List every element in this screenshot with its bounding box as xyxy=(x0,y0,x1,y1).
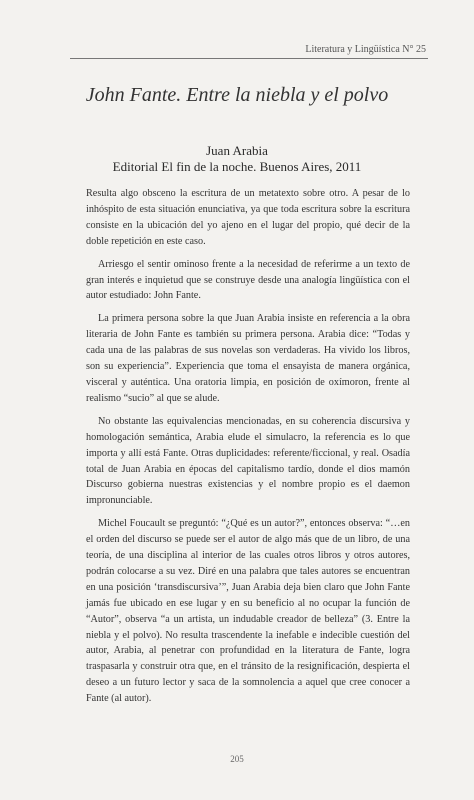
paragraph: Michel Foucault se preguntó: “¿Qué es un autor?”, entonces observa: “…en el orden del discurso se puede ser el autor de algo más que de un libro, de una teoría, de una disciplina al interior de las cuales otros libros y otros autores, podrán colocarse a su vez. Diré en una palabra que tales autores se encuentran en una posición ‘transdiscursiva’”, Juan Arabia deja bien claro que John Fante jamás fue ubicado en ese lugar y en su beneficio al no ocupar la función de “Autor”, observa “a un artista, un indudable creador de belleza” (3. Entre la niebla y el polvo). No resulta trascendente la inefable e indecible cuestión del autor, Arabia, al penetrar con profundidad en la literatura de Fante, logra traspasarla y construir otra que, en el tránsito de la resignificación, despierta el deseo a un futuro lector y saca de la somnolencia a aquel que cree conocer a Fante (al autor). xyxy=(86,518,410,705)
body-text xyxy=(86,186,410,714)
page-number: 205 xyxy=(230,754,244,764)
paragraph: Arriesgo el sentir ominoso frente a la necesidad de referirme a un texto de gran interés e inquietud que se construye desde una analogía lingüística con el autor estudiado: John Fante. xyxy=(86,258,410,302)
paragraph: La primera persona sobre la que Juan Arabia insiste en referencia a la obra literaria de John Fante es también su primera persona. Arabia dice: “Todas y cada una de las palabras de sus novelas son verdaderas. Ha vivido los libros, son su experiencia”. Experiencia que toma el ensayista de manera orgánica, visceral y auténtica. Una oratoria limpia, en posición de oxímoron, frente al realismo “sucio” al que se alude. xyxy=(86,313,410,404)
header-rule xyxy=(70,58,428,59)
paragraph: Resulta algo obsceno la escritura de un metatexto sobre otro. A pesar de lo inhóspito de esta situación enunciativa, ya que toda escritura sobre la escritura consiste en la ubicación del yo ajeno en el lugar del propio, qué decir de la doble repetición en este caso. xyxy=(86,188,410,247)
running-head: Literatura y Lingüística N° 25 xyxy=(305,44,426,55)
paragraph: No obstante las equivalencias mencionadas, en su coherencia discursiva y homologación semántica, Arabia elude el simulacro, la referencia es lo que importa y allí está Fante. Otras duplicidades: referente/ficcional, y real. Osadía total de Juan Arabia en épocas del capitalismo tardío, donde el dios mamón Discurso gobierna nuestras existencias y el nombre propio es el daemon impronunciable. xyxy=(86,415,410,507)
author-name: Juan Arabia xyxy=(206,143,268,158)
article-title: John Fante. Entre la niebla y el polvo xyxy=(85,84,389,106)
publisher-line: Editorial El fin de la noche. Buenos Aires, 2011 xyxy=(112,159,362,174)
